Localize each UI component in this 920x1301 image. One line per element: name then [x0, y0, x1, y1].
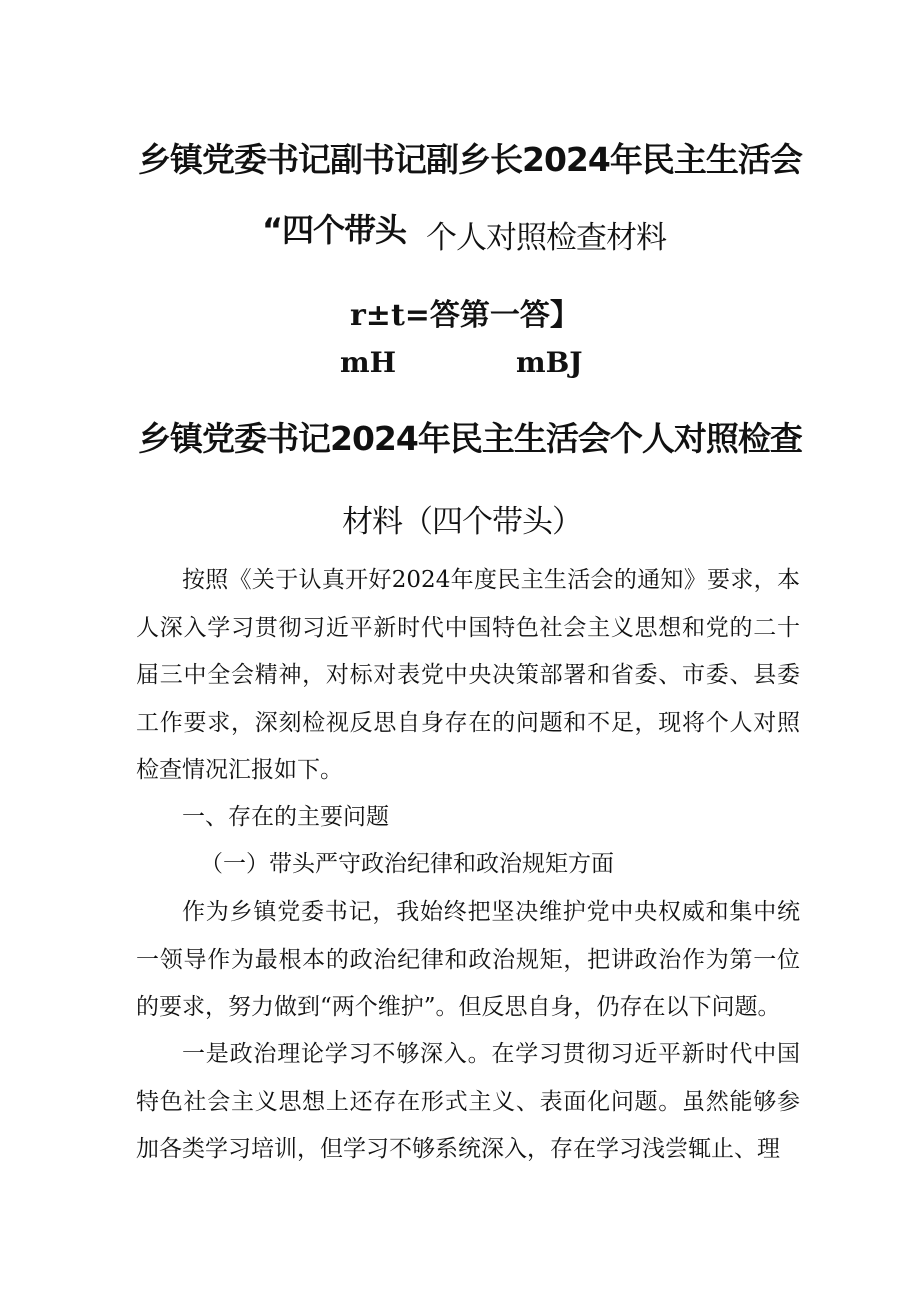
title-line-4: 材料（四个带头）	[342, 504, 582, 540]
garbled-line-2-right: mBJ	[516, 346, 583, 379]
body-paragraph-2: 作为乡镇党委书记，我始终把坚决维护党中央权威和集中统一领导作为最根本的政治纪律和政治规矩，把讲政治作为第一位的要求，努力做到“两个维护”。但反思自身，仍存在以下问题。	[136, 899, 800, 1021]
subsection-heading-1: （一）带头严守政治纪律和政治规矩方面	[200, 851, 614, 877]
title-line-1: 乡镇党委书记副书记副乡长2024年民主生活会	[138, 140, 802, 179]
title-line-3: 乡镇党委书记2024年民主生活会个人对照检查	[138, 419, 802, 458]
garbled-line-1: r±t=答第一答】	[350, 298, 580, 333]
body-paragraph-intro: 按照《关于认真开好2024年度民主生活会的通知》要求，本人深入学习贯彻习近平新时代中国特色社会主义思想和党的二十届三中全会精神，对标对表党中央决策部署和省委、市委、县委工作要求，深刻检视反思自身存在的问题和不足，现将个人对照检查情况汇报如下。	[136, 567, 800, 784]
title-line-2-part-2: 个人对照检查材料	[426, 220, 666, 256]
garbled-line-2-left: mH	[340, 346, 397, 379]
title-line-2-part-1: “四个带头	[262, 211, 407, 249]
section-heading-1: 一、存在的主要问题	[182, 804, 389, 830]
body-paragraph-3: 一是政治理论学习不够深入。在学习贯彻习近平新时代中国特色社会主义思想上还存在形式主义、表面化问题。虽然能够参加各类学习培训，但学习不够系统深入，存在学习浅尝辄止、理	[136, 1041, 800, 1163]
